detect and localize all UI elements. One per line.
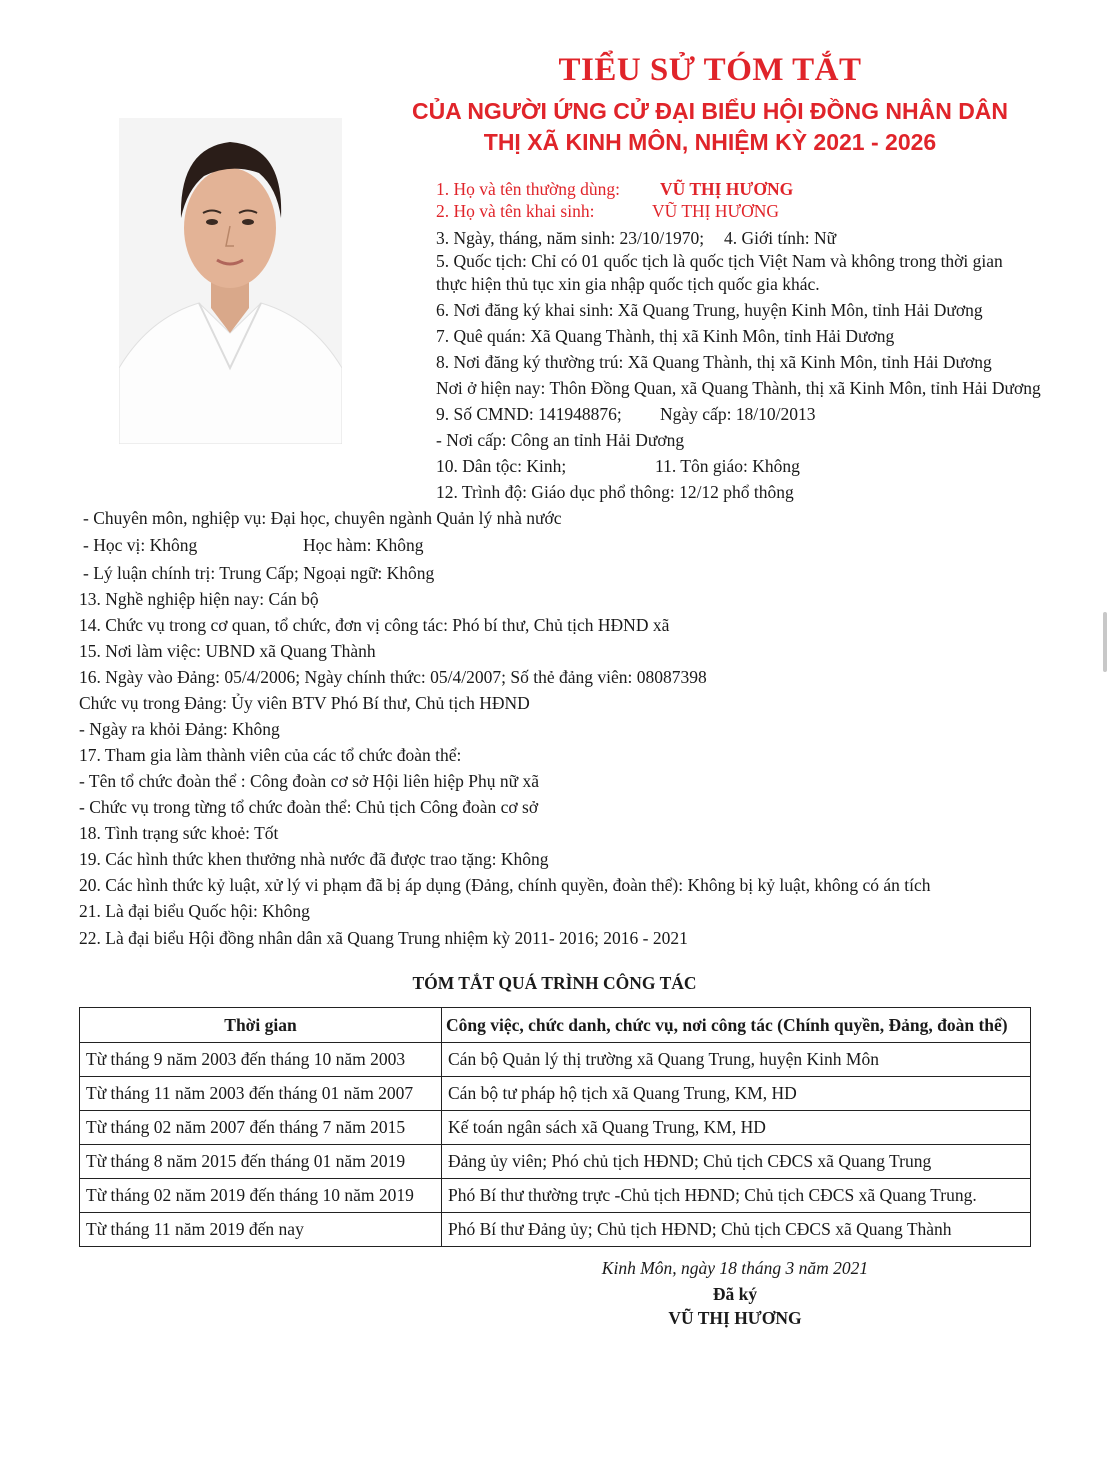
bio-line-3: 3. Ngày, tháng, năm sinh: 23/10/1970; xyxy=(436,228,705,248)
work-history-table xyxy=(79,1007,1031,1247)
work-history-title: TÓM TẮT QUÁ TRÌNH CÔNG TÁC xyxy=(412,973,697,993)
table-cell-position: Cán bộ tư pháp hộ tịch xã Quang Trung, KM, HD xyxy=(442,1077,1031,1111)
table-cell-time: Từ tháng 9 năm 2003 đến tháng 10 năm 2003 xyxy=(80,1043,442,1077)
table-cell-time: Từ tháng 11 năm 2019 đến nay xyxy=(80,1213,442,1247)
bio-line-1-label: 1. Họ và tên thường dùng: xyxy=(436,179,620,199)
bio-line-16c: - Ngày ra khỏi Đảng: Không xyxy=(79,719,280,739)
bio-line-18: 18. Tình trạng sức khoẻ: Tốt xyxy=(79,823,279,843)
bio-line-12a: - Chuyên môn, nghiệp vụ: Đại học, chuyên ngành Quản lý nhà nước xyxy=(83,508,562,528)
bio-line-6: 6. Nơi đăng ký khai sinh: Xã Quang Trung, huyện Kinh Môn, tỉnh Hải Dương xyxy=(436,300,983,320)
scrollbar[interactable] xyxy=(1103,612,1107,672)
signature-name: VŨ THỊ HƯƠNG xyxy=(668,1308,802,1328)
bio-line-13: 13. Nghề nghiệp hiện nay: Cán bộ xyxy=(79,589,319,609)
bio-line-21: 21. Là đại biểu Quốc hội: Không xyxy=(79,901,310,921)
bio-line-14: 14. Chức vụ trong cơ quan, tổ chức, đơn vị công tác: Phó bí thư, Chủ tịch HĐND xã xyxy=(79,615,670,635)
bio-line-22: 22. Là đại biểu Hội đồng nhân dân xã Quang Trung nhiệm kỳ 2011- 2016; 2016 - 2021 xyxy=(79,928,688,948)
signature-status: Đã ký xyxy=(712,1284,758,1304)
table-cell-position: Đảng ủy viên; Phó chủ tịch HĐND; Chủ tịch CĐCS xã Quang Trung xyxy=(442,1145,1031,1179)
bio-line-9b: Ngày cấp: 18/10/2013 xyxy=(660,404,816,424)
column-header-time: Thời gian xyxy=(80,1008,442,1043)
table-cell-time: Từ tháng 8 năm 2015 đến tháng 01 năm 2019 xyxy=(80,1145,442,1179)
table-header-row xyxy=(80,1008,1031,1043)
page-subtitle-1: CỦA NGƯỜI ỨNG CỬ ĐẠI BIỂU HỘI ĐỒNG NHÂN DÂN xyxy=(411,98,1009,124)
bio-line-5b: thực hiện thủ tục xin gia nhập quốc tịch quốc gia khác. xyxy=(436,274,820,294)
bio-line-11: 11. Tôn giáo: Không xyxy=(655,456,800,476)
bio-line-15: 15. Nơi làm việc: UBND xã Quang Thành xyxy=(79,641,376,661)
page-title: TIỂU SỬ TÓM TẮT xyxy=(558,52,862,88)
column-header-position: Công việc, chức danh, chức vụ, nơi công tác (Chính quyền, Đảng, đoàn thể) xyxy=(442,1008,1031,1043)
table-row xyxy=(80,1077,1031,1111)
bio-line-10: 10. Dân tộc: Kinh; xyxy=(436,456,567,476)
bio-line-8b: Nơi ở hiện nay: Thôn Đồng Quan, xã Quang Thành, thị xã Kinh Môn, tỉnh Hải Dương xyxy=(436,378,1041,398)
bio-line-12b: - Học vị: Không xyxy=(83,535,198,555)
table-row xyxy=(80,1213,1031,1247)
bio-line-2-value: VŨ THỊ HƯƠNG xyxy=(652,201,779,221)
table-cell-time: Từ tháng 02 năm 2007 đến tháng 7 năm 2015 xyxy=(80,1111,442,1145)
table-cell-position: Phó Bí thư Đảng ủy; Chủ tịch HĐND; Chủ tịch CĐCS xã Quang Thành xyxy=(442,1213,1031,1247)
table-cell-position: Phó Bí thư thường trực -Chủ tịch HĐND; Chủ tịch CĐCS xã Quang Trung. xyxy=(442,1179,1031,1213)
bio-line-16: 16. Ngày vào Đảng: 05/4/2006; Ngày chính thức: 05/4/2007; Số thẻ đảng viên: 08087398 xyxy=(79,667,707,687)
table-cell-time: Từ tháng 11 năm 2003 đến tháng 01 năm 2007 xyxy=(80,1077,442,1111)
bio-line-17: 17. Tham gia làm thành viên của các tổ chức đoàn thể: xyxy=(79,745,462,765)
table-row xyxy=(80,1111,1031,1145)
table-cell-position: Cán bộ Quản lý thị trường xã Quang Trung, huyện Kinh Môn xyxy=(442,1043,1031,1077)
signature-place-date: Kinh Môn, ngày 18 tháng 3 năm 2021 xyxy=(601,1258,869,1278)
bio-line-16b: Chức vụ trong Đảng: Ủy viên BTV Phó Bí thư, Chủ tịch HĐND xyxy=(79,693,530,713)
bio-line-7: 7. Quê quán: Xã Quang Thành, thị xã Kinh Môn, tỉnh Hải Dương xyxy=(436,326,895,346)
bio-line-12b2: Học hàm: Không xyxy=(303,535,424,555)
table-cell-time: Từ tháng 02 năm 2019 đến tháng 10 năm 2019 xyxy=(80,1179,442,1213)
bio-line-17b: - Chức vụ trong từng tổ chức đoàn thể: Chủ tịch Công đoàn cơ sở xyxy=(79,797,539,817)
table-row xyxy=(80,1145,1031,1179)
bio-line-12: 12. Trình độ: Giáo dục phổ thông: 12/12 phổ thông xyxy=(436,482,794,502)
bio-line-17a: - Tên tổ chức đoàn thể : Công đoàn cơ sở Hội liên hiệp Phụ nữ xã xyxy=(79,771,539,791)
bio-line-19: 19. Các hình thức khen thưởng nhà nước đã được trao tặng: Không xyxy=(79,849,549,869)
bio-line-5a: 5. Quốc tịch: Chỉ có 01 quốc tịch là quốc tịch Việt Nam và không trong thời gian xyxy=(436,251,1003,271)
bio-line-1-value: VŨ THỊ HƯƠNG xyxy=(660,179,794,199)
table-cell-position: Kế toán ngân sách xã Quang Trung, KM, HD xyxy=(442,1111,1031,1145)
bio-line-2-label: 2. Họ và tên khai sinh: xyxy=(436,201,595,221)
portrait-photo xyxy=(119,118,342,444)
bio-line-9: 9. Số CMND: 141948876; xyxy=(436,404,622,424)
bio-line-8: 8. Nơi đăng ký thường trú: Xã Quang Thành, thị xã Kinh Môn, tỉnh Hải Dương xyxy=(436,352,992,372)
bio-line-20: 20. Các hình thức kỷ luật, xử lý vi phạm đã bị áp dụng (Đảng, chính quyền, đoàn thể): Không bị kỷ luật, không có án tích xyxy=(79,875,931,895)
bio-line-4: 4. Giới tính: Nữ xyxy=(724,228,837,248)
table-row xyxy=(80,1179,1031,1213)
page-subtitle-2: THỊ XÃ KINH MÔN, NHIỆM KỲ 2021 - 2026 xyxy=(483,129,937,155)
bio-line-12c: - Lý luận chính trị: Trung Cấp; Ngoại ngữ: Không xyxy=(83,563,435,583)
bio-line-9c: - Nơi cấp: Công an tỉnh Hải Dương xyxy=(436,430,685,450)
table-row xyxy=(80,1043,1031,1077)
